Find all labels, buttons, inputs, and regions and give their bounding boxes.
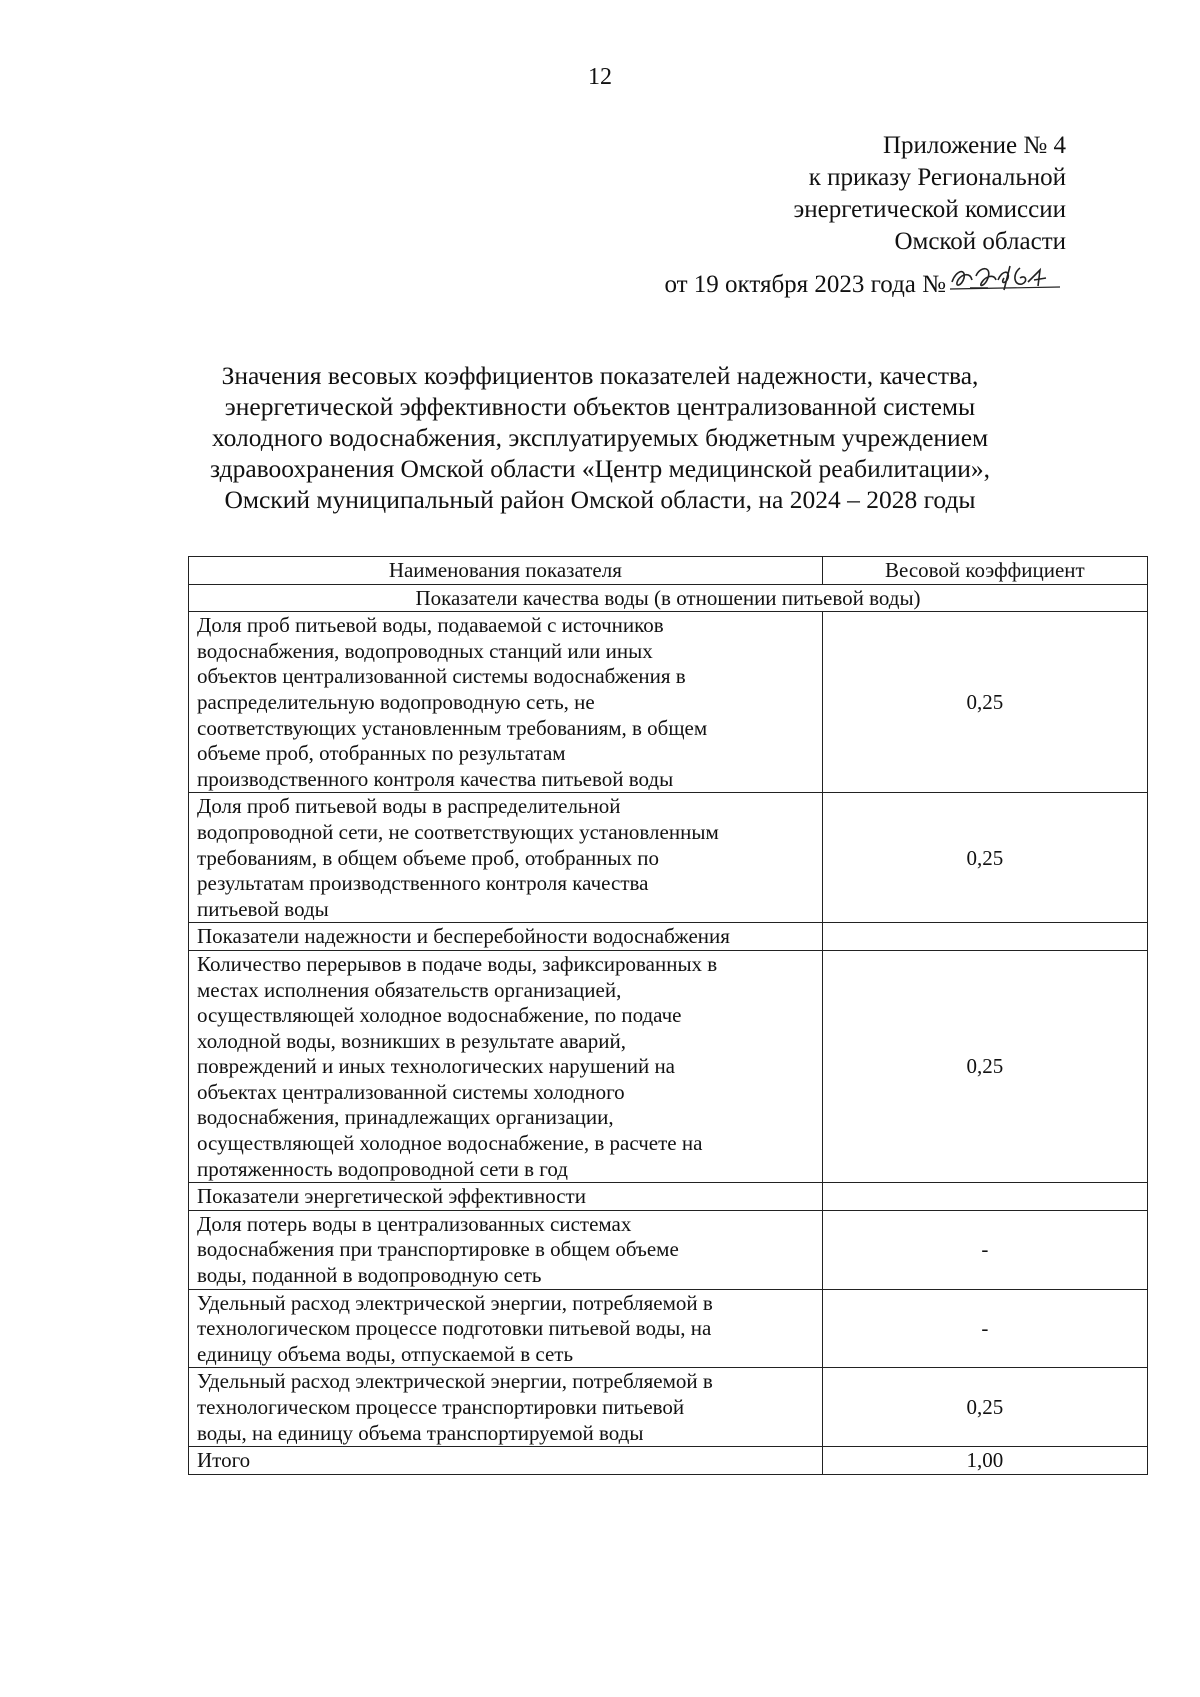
table-row	[189, 950, 1148, 1182]
header-weight-coefficient: Весовой коэффициент	[822, 557, 1147, 585]
indicator-line: объектах централизованной системы холодного	[197, 1079, 625, 1104]
section-empty-cell	[822, 923, 1147, 951]
total-label: Итого	[189, 1447, 823, 1475]
indicator-line: водоснабжения при транспортировке в общем объеме	[197, 1237, 679, 1262]
total-value: 1,00	[822, 1447, 1147, 1475]
indicator-line: требованиям, в общем объеме проб, отобранных по	[197, 845, 660, 870]
indicator-line: Доля потерь воды в централизованных системах	[197, 1211, 632, 1236]
page-number: 12	[588, 64, 612, 90]
indicator-line: водоснабжения, водопроводных станций или иных	[197, 638, 653, 663]
section-row	[189, 584, 1148, 612]
table-row	[189, 612, 1148, 793]
title-line: Омский муниципальный район Омской области, на 2024 – 2028 годы	[224, 485, 976, 514]
section-empty-cell	[822, 1183, 1147, 1211]
indicator-name	[189, 1210, 823, 1289]
appendix-line: к приказу Региональной	[808, 164, 1066, 191]
handwritten-number-signature	[948, 258, 1066, 292]
indicator-name	[189, 793, 823, 923]
section-row	[189, 923, 1148, 951]
table-row	[189, 793, 1148, 923]
table-header-row	[189, 557, 1148, 585]
title-line: Значения весовых коэффициентов показателей надежности, качества,	[221, 361, 979, 390]
indicator-line: водоснабжения, принадлежащих организации,	[197, 1105, 614, 1130]
weight-value: -	[822, 1210, 1147, 1289]
indicator-line: производственного контроля качества питьевой воды	[197, 766, 674, 791]
indicator-name	[189, 612, 823, 793]
indicator-line: водопроводной сети, не соответствующих установленным	[197, 819, 719, 844]
weight-value: 0,25	[822, 612, 1147, 793]
appendix-line: Приложение № 4	[882, 132, 1066, 159]
section-energy-efficiency: Показатели энергетической эффективности	[189, 1183, 823, 1211]
indicator-line: холодной воды, возникших в результате аварий,	[197, 1028, 626, 1053]
indicator-name	[189, 1289, 823, 1368]
indicator-line: единицу объема воды, отпускаемой в сеть	[197, 1341, 574, 1366]
indicator-line: протяженность водопроводной сети в год	[197, 1156, 568, 1181]
indicator-line: объектов централизованной системы водоснабжения в	[197, 664, 686, 689]
indicator-line: соответствующих установленным требованиям, в общем	[197, 715, 708, 740]
indicator-line: воды, на единицу объема транспортируемой воды	[197, 1420, 644, 1445]
indicator-line: воды, поданной в водопроводную сеть	[197, 1263, 542, 1288]
indicator-line: осуществляющей холодное водоснабжение, в расчете на	[197, 1131, 703, 1156]
coefficients-table-wrap	[188, 556, 1148, 1475]
appendix-date-line: от 19 октября 2023 года №	[664, 271, 946, 298]
weight-value: 0,25	[822, 793, 1147, 923]
indicator-line: распределительную водопроводную сеть, не	[197, 689, 595, 714]
table-row	[189, 1210, 1148, 1289]
weight-value: 0,25	[822, 950, 1147, 1182]
table-row	[189, 1368, 1148, 1447]
indicator-name	[189, 950, 823, 1182]
indicator-name	[189, 1368, 823, 1447]
title-line: энергетической эффективности объектов централизованной системы	[224, 392, 976, 421]
total-row	[189, 1447, 1148, 1475]
indicator-line: Количество перерывов в подаче воды, зафиксированных в	[197, 951, 718, 976]
section-water-quality: Показатели качества воды (в отношении питьевой воды)	[189, 584, 1148, 612]
document-title	[0, 360, 1200, 515]
indicator-line: технологическом процессе транспортировки питьевой	[197, 1395, 685, 1419]
appendix-line: энергетической комиссии	[793, 196, 1066, 223]
indicator-line: осуществляющей холодное водоснабжение, по подаче	[197, 1003, 682, 1028]
indicator-line: питьевой воды	[197, 896, 329, 921]
appendix-line: Омской области	[894, 228, 1066, 255]
weight-value: 0,25	[822, 1368, 1147, 1447]
indicator-line: повреждений и иных технологических нарушений на	[197, 1054, 676, 1079]
header-indicator-name: Наименования показателя	[189, 557, 823, 585]
table-row	[189, 1289, 1148, 1368]
indicator-line: объеме проб, отобранных по результатам	[197, 741, 566, 766]
title-line: холодного водоснабжения, эксплуатируемых бюджетным учреждением	[211, 423, 989, 452]
title-line: здравоохранения Омской области «Центр медицинской реабилитации»,	[209, 454, 991, 483]
appendix-date-row	[664, 258, 1066, 301]
indicator-line: Доля проб питьевой воды в распределительной	[197, 794, 621, 819]
weight-value: -	[822, 1289, 1147, 1368]
indicator-line: местах исполнения обязательств организацией,	[197, 977, 622, 1002]
coefficients-table	[188, 556, 1148, 1475]
section-row	[189, 1183, 1148, 1211]
indicator-line: результатам производственного контроля качества	[197, 871, 649, 896]
appendix-block	[664, 130, 1066, 301]
section-reliability: Показатели надежности и бесперебойности водоснабжения	[189, 923, 823, 951]
indicator-line: технологическом процессе подготовки питьевой воды, на	[197, 1316, 712, 1341]
indicator-line: Удельный расход электрической энергии, потребляемой в	[197, 1369, 713, 1394]
indicator-line: Доля проб питьевой воды, подаваемой с источников	[197, 613, 664, 638]
indicator-line: Удельный расход электрической энергии, потребляемой в	[197, 1290, 713, 1315]
